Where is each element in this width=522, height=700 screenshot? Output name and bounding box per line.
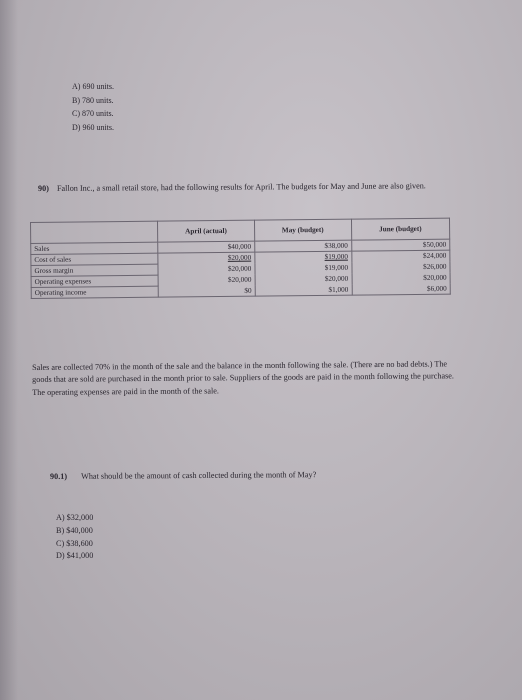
sub-question (50, 470, 316, 481)
cell-may: $1,000 (255, 284, 352, 296)
option-a: A) 690 units. (72, 82, 114, 91)
question-paragraph: Sales are collected 70% in the month of the sale and the balance in the month following the sale. (There are no bad debts.) The goods that are sold are purchased in the month prior to sale. Suppliers of the goods are paid in the month following the purchase. The operating expenses are paid in the month of the sale. (32, 359, 454, 397)
table-corner (31, 221, 158, 243)
cell-april: $20,000 (227, 253, 252, 263)
option-d: D) 960 units. (72, 122, 114, 132)
option-b: B) 780 units. (72, 95, 114, 105)
sub-question-number: 90.1) (50, 471, 68, 481)
header-april: April (actual) (157, 220, 254, 242)
cell-april: $20,000 (158, 274, 255, 286)
row-label: Sales (31, 242, 158, 254)
row-label: Gross margin (31, 264, 158, 276)
cell-june: $6,000 (352, 283, 451, 295)
cell-april: $20,000 (158, 263, 255, 275)
answer-options (56, 512, 93, 563)
cell-june: $26,000 (352, 261, 451, 273)
answer-c: C) $38,600 (56, 538, 93, 548)
row-label: Operating income (31, 286, 158, 298)
cell-may: $38,000 (254, 240, 351, 252)
row-label: Cost of sales (31, 253, 158, 265)
question-number: 90) (38, 183, 49, 193)
row-label: Operating expenses (31, 275, 158, 287)
answer-d: D) $41,000 (56, 551, 94, 561)
previous-question-options (72, 80, 114, 134)
option-c: C) 870 units. (72, 109, 114, 118)
cell-june: $20,000 (352, 272, 451, 284)
cell-may: $20,000 (255, 273, 352, 285)
cell-april: $0 (158, 285, 255, 297)
question-header (38, 180, 478, 195)
cell-june: $24,000 (422, 251, 447, 261)
financial-table (30, 218, 451, 299)
answer-b: B) $40,000 (56, 525, 93, 535)
header-june: June (budget) (351, 218, 450, 240)
cell-april: $40,000 (158, 241, 255, 253)
answer-a: A) $32,000 (56, 513, 94, 522)
cell-may: $19,000 (324, 252, 348, 262)
page-shadow (0, 0, 18, 700)
header-may: May (budget) (254, 219, 351, 241)
cell-may: $19,000 (255, 262, 352, 274)
question-text: Fallon Inc., a small retail store, had the following results for April. The budgets for May and June are also given. (56, 181, 426, 193)
cell-june: $50,000 (351, 239, 450, 251)
sub-question-text: What should be the amount of cash collected during the month of May? (81, 470, 317, 481)
